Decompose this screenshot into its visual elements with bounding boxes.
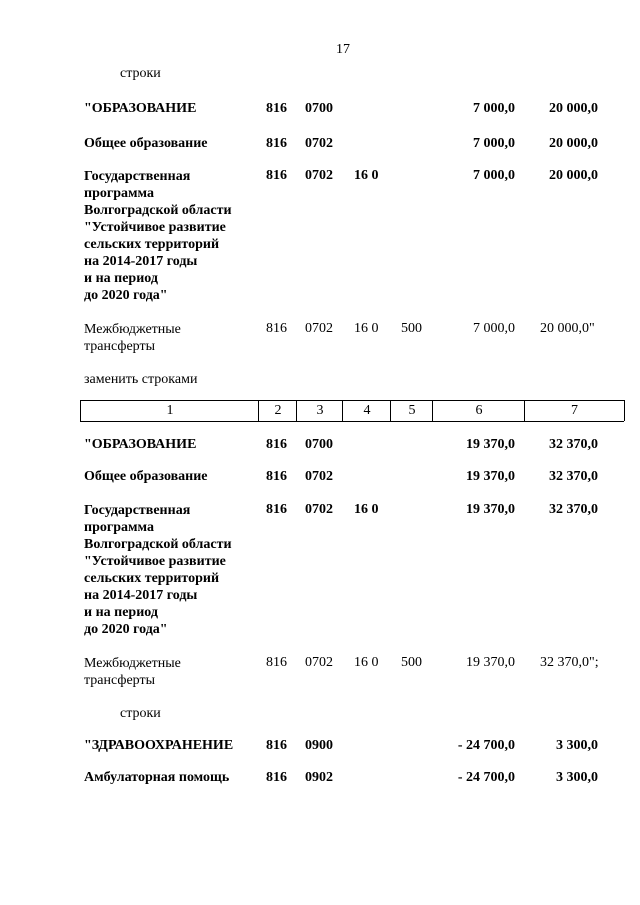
- row-name: Общее образование: [84, 469, 208, 484]
- row-value-1: 7 000,0: [473, 168, 515, 183]
- row-name: Государственная программа Волгоградской области "Устойчивое развитие сельских территорий на 2014-2017 годы и на период до 2020 года": [84, 169, 232, 303]
- header-cell: 3: [296, 400, 343, 421]
- row-value-1: 7 000,0: [473, 101, 515, 116]
- header-cell: 5: [390, 400, 433, 421]
- row-value-1: 19 370,0: [466, 437, 515, 452]
- row-name: Государственная программа Волгоградской области "Устойчивое развитие сельских территорий на 2014-2017 годы и на период до 2020 года": [84, 503, 232, 637]
- row-value-2: 32 370,0";: [540, 655, 599, 670]
- row-rz: 0702: [305, 469, 333, 484]
- row-gr: 816: [266, 770, 287, 785]
- row-gr: 816: [266, 321, 287, 336]
- row-name: Общее образование: [84, 136, 208, 151]
- row-rz: 0702: [305, 136, 333, 151]
- row-name: Межбюджетные трансферты: [84, 322, 181, 354]
- header-cell: 6: [432, 400, 525, 421]
- page-number: 17: [336, 42, 350, 57]
- row-gr: 816: [266, 655, 287, 670]
- intro-text: строки: [120, 66, 161, 81]
- row-value-2: 20 000,0": [540, 321, 595, 336]
- header-cell: 2: [258, 400, 297, 421]
- row-gr: 816: [266, 437, 287, 452]
- row-cs: 16 0: [354, 321, 379, 336]
- row-value-2: 20 000,0: [549, 101, 598, 116]
- row-gr: 816: [266, 136, 287, 151]
- row-value-1: 7 000,0: [473, 136, 515, 151]
- row-gr: 816: [266, 502, 287, 517]
- row-value-1: 19 370,0: [466, 502, 515, 517]
- row-rz: 0702: [305, 168, 333, 183]
- header-bottom-line: [80, 421, 624, 422]
- row-rz: 0702: [305, 321, 333, 336]
- header-cell: 1: [80, 400, 259, 421]
- row-gr: 816: [266, 101, 287, 116]
- row-cs: 16 0: [354, 502, 379, 517]
- row-name: "ЗДРАВООХРАНЕНИЕ: [84, 738, 234, 753]
- replace-instruction: заменить строками: [84, 372, 198, 387]
- row-value-1: 19 370,0: [466, 655, 515, 670]
- row-rz: 0902: [305, 770, 333, 785]
- row-value-1: - 24 700,0: [457, 770, 515, 785]
- row-name: "ОБРАЗОВАНИЕ: [84, 101, 197, 116]
- row-value-1: 19 370,0: [466, 469, 515, 484]
- row-cs: 16 0: [354, 655, 379, 670]
- row-cs: 16 0: [354, 168, 379, 183]
- row-rz: 0702: [305, 502, 333, 517]
- row-rz: 0900: [305, 738, 333, 753]
- row-value-1: - 24 700,0: [457, 738, 515, 753]
- row-vr: 500: [401, 655, 422, 670]
- row-value-2: 3 300,0: [556, 738, 598, 753]
- row-value-2: 20 000,0: [549, 168, 598, 183]
- row-rz: 0700: [305, 437, 333, 452]
- row-gr: 816: [266, 738, 287, 753]
- row-vr: 500: [401, 321, 422, 336]
- row-value-2: 32 370,0: [549, 469, 598, 484]
- header-cell: 4: [342, 400, 391, 421]
- row-value-2: 3 300,0: [556, 770, 598, 785]
- row-value-2: 20 000,0: [549, 136, 598, 151]
- row-value-1: 7 000,0: [473, 321, 515, 336]
- row-gr: 816: [266, 469, 287, 484]
- intro-text-2: строки: [120, 706, 161, 721]
- header-cell: 7: [524, 400, 625, 421]
- row-rz: 0700: [305, 101, 333, 116]
- row-value-2: 32 370,0: [549, 437, 598, 452]
- row-name: Межбюджетные трансферты: [84, 656, 181, 688]
- row-name: Амбулаторная помощь: [84, 770, 230, 785]
- row-name: "ОБРАЗОВАНИЕ: [84, 437, 197, 452]
- row-rz: 0702: [305, 655, 333, 670]
- row-value-2: 32 370,0: [549, 502, 598, 517]
- row-gr: 816: [266, 168, 287, 183]
